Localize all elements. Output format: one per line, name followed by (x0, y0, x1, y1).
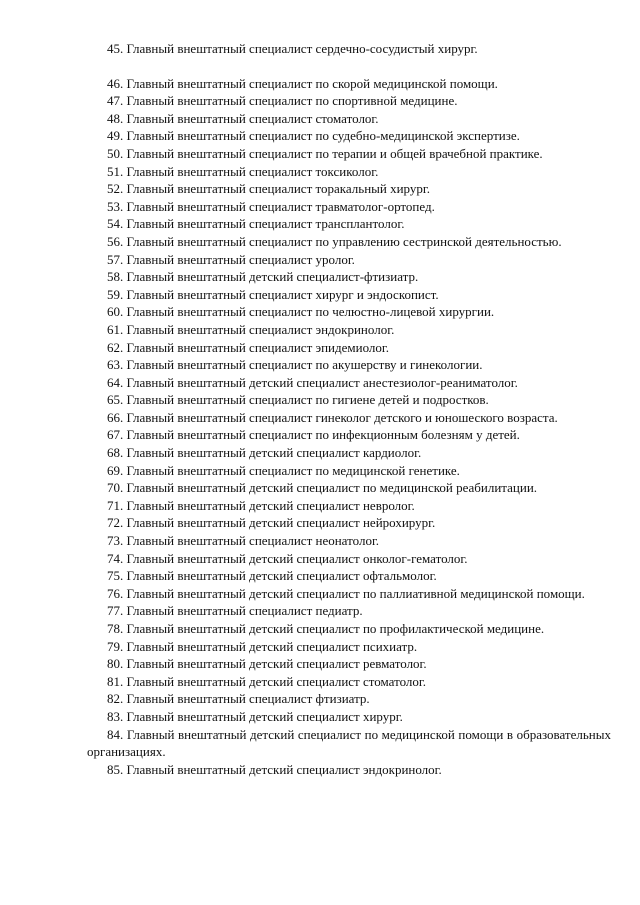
list-item: 77. Главный внештатный специалист педиатр. (107, 603, 363, 619)
list-item: 71. Главный внештатный детский специалист невролог. (107, 497, 415, 513)
list-item: 74. Главный внештатный детский специалист онколог-гематолог. (107, 550, 468, 566)
specialist-list (87, 40, 611, 778)
list-item: 64. Главный внештатный детский специалист анестезиолог-реаниматолог. (107, 374, 518, 390)
list-item: 83. Главный внештатный детский специалист хирург. (107, 708, 403, 724)
list-item: 82. Главный внештатный специалист фтизиатр. (107, 691, 370, 707)
list-item: 76. Главный внештатный детский специалист по паллиативной медицинской помощи. (107, 585, 585, 601)
list-item: 84. Главный внештатный детский специалист по медицинской помощи в образовательных организациях. (87, 726, 611, 760)
list-item: 70. Главный внештатный детский специалист по медицинской реабилитации. (107, 480, 538, 496)
list-item: 56. Главный внештатный специалист по управлению сестринской деятельностью. (107, 233, 562, 249)
list-item: 54. Главный внештатный специалист трансплантолог. (107, 216, 405, 232)
list-item: 68. Главный внештатный детский специалист кардиолог. (107, 445, 422, 461)
list-item: 78. Главный внештатный детский специалист по профилактической медицине. (107, 621, 545, 636)
list-item: 57. Главный внештатный специалист уролог. (107, 251, 355, 267)
list-item: 75. Главный внештатный детский специалист офтальмолог. (107, 568, 437, 584)
list-item: 48. Главный внештатный специалист стоматолог. (107, 110, 379, 126)
list-item: 53. Главный внештатный специалист травматолог-ортопед. (107, 198, 435, 214)
list-item: 45. Главный внештатный специалист сердечно-сосудистый хирург. (107, 41, 478, 56)
list-item: 59. Главный внештатный специалист хирург и эндоскопист. (107, 286, 439, 302)
list-item: 58. Главный внештатный детский специалист-фтизиатр. (107, 269, 419, 285)
list-item: 69. Главный внештатный специалист по медицинской генетике. (107, 462, 460, 478)
list-item: 66. Главный внештатный специалист гинеколог детского и юношеского возраста. (107, 409, 558, 425)
list-item: 80. Главный внештатный детский специалист ревматолог. (107, 656, 427, 672)
list-item: 79. Главный внештатный детский специалист психиатр. (107, 638, 418, 654)
list-item: 52. Главный внештатный специалист торакальный хирург. (107, 181, 431, 197)
list-item: 72. Главный внештатный детский специалист нейрохирург. (107, 515, 436, 531)
list-item: 65. Главный внештатный специалист по гигиене детей и подростков. (107, 392, 489, 408)
list-item: 50. Главный внештатный специалист по терапии и общей врачебной практике. (107, 145, 543, 161)
list-item: 73. Главный внештатный специалист неонатолог. (107, 533, 380, 549)
list-item: 60. Главный внештатный специалист по челюстно-лицевой хирургии. (107, 304, 495, 320)
list-item: 85. Главный внештатный детский специалист эндокринолог. (107, 761, 442, 777)
list-item: 51. Главный внештатный специалист токсиколог. (107, 163, 379, 179)
list-item: 62. Главный внештатный специалист эпидемиолог. (107, 339, 389, 355)
list-item: 46. Главный внештатный специалист по скорой медицинской помощи. (107, 75, 498, 91)
list-item: 61. Главный внештатный специалист эндокринолог. (107, 321, 395, 337)
list-item: 67. Главный внештатный специалист по инфекционным болезням у детей. (107, 427, 520, 443)
list-item: 63. Главный внештатный специалист по акушерству и гинекологии. (107, 357, 483, 373)
list-item: 49. Главный внештатный специалист по судебно-медицинской экспертизе. (107, 128, 520, 144)
list-item: 47. Главный внештатный специалист по спортивной медицине. (107, 93, 458, 109)
list-item: 81. Главный внештатный детский специалист стоматолог. (107, 673, 427, 689)
